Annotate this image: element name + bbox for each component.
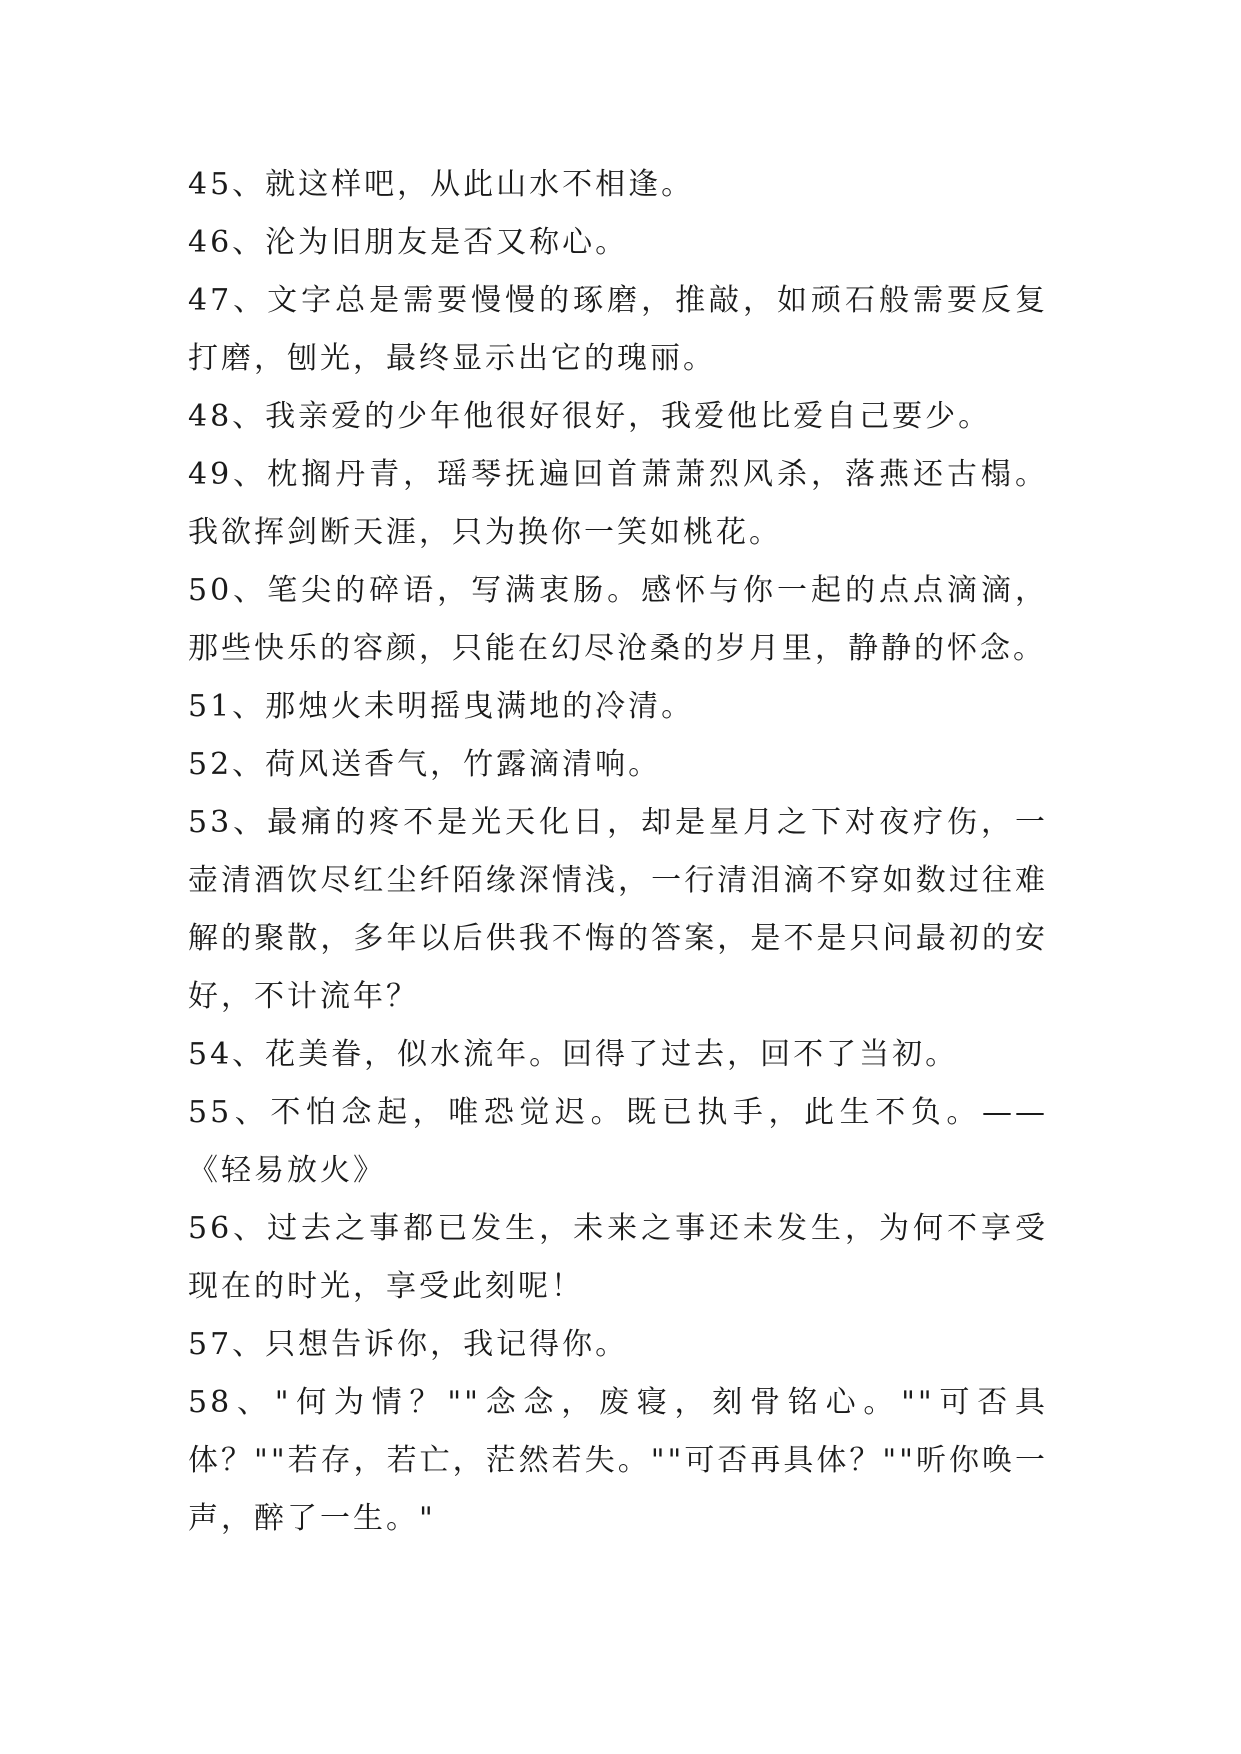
document-body — [188, 156, 1048, 1548]
quote-entry-50: 50、笔尖的碎语，写满衷肠。感怀与你一起的点点滴滴，那些快乐的容颜，只能在幻尽沧桑的岁月里，静静的怀念。 — [188, 573, 1048, 666]
quote-entry-58: 58、"何为情？""念念，废寝，刻骨铭心。""可否具体？""若存，若亡，茫然若失。""可否再具体？""听你唤一声，醉了一生。" — [188, 1385, 1048, 1536]
quote-entry-46: 46、沦为旧朋友是否又称心。 — [188, 225, 629, 260]
quote-entry-51: 51、那烛火未明摇曳满地的冷清。 — [188, 689, 695, 724]
quote-entry-48: 48、我亲爱的少年他很好很好，我爱他比爱自己要少。 — [188, 399, 992, 434]
quote-entry-52: 52、荷风送香气，竹露滴清响。 — [188, 747, 662, 782]
quote-entry-57: 57、只想告诉你，我记得你。 — [188, 1327, 629, 1362]
quote-entry-56: 56、过去之事都已发生，未来之事还未发生，为何不享受现在的时光，享受此刻呢！ — [188, 1211, 1048, 1304]
quote-entry-55: 55、不怕念起，唯恐觉迟。既已执手，此生不负。——《轻易放火》 — [188, 1095, 1048, 1188]
quote-entry-45: 45、就这样吧，从此山水不相逢。 — [188, 167, 695, 202]
quote-entry-49: 49、枕搁丹青，瑶琴抚遍回首萧萧烈风杀，落燕还古榻。我欲挥剑断天涯，只为换你一笑如桃花。 — [188, 457, 1048, 550]
quote-entry-47: 47、文字总是需要慢慢的琢磨，推敲，如顽石般需要反复打磨，刨光，最终显示出它的瑰丽。 — [188, 283, 1048, 376]
quote-entry-53: 53、最痛的疼不是光天化日，却是星月之下对夜疗伤，一壶清酒饮尽红尘纤陌缘深情浅，一行清泪滴不穿如数过往难解的聚散，多年以后供我不悔的答案，是不是只问最初的安好，不计流年？ — [188, 805, 1048, 1014]
quote-entry-54: 54、花美眷，似水流年。回得了过去，回不了当初。 — [188, 1037, 959, 1072]
